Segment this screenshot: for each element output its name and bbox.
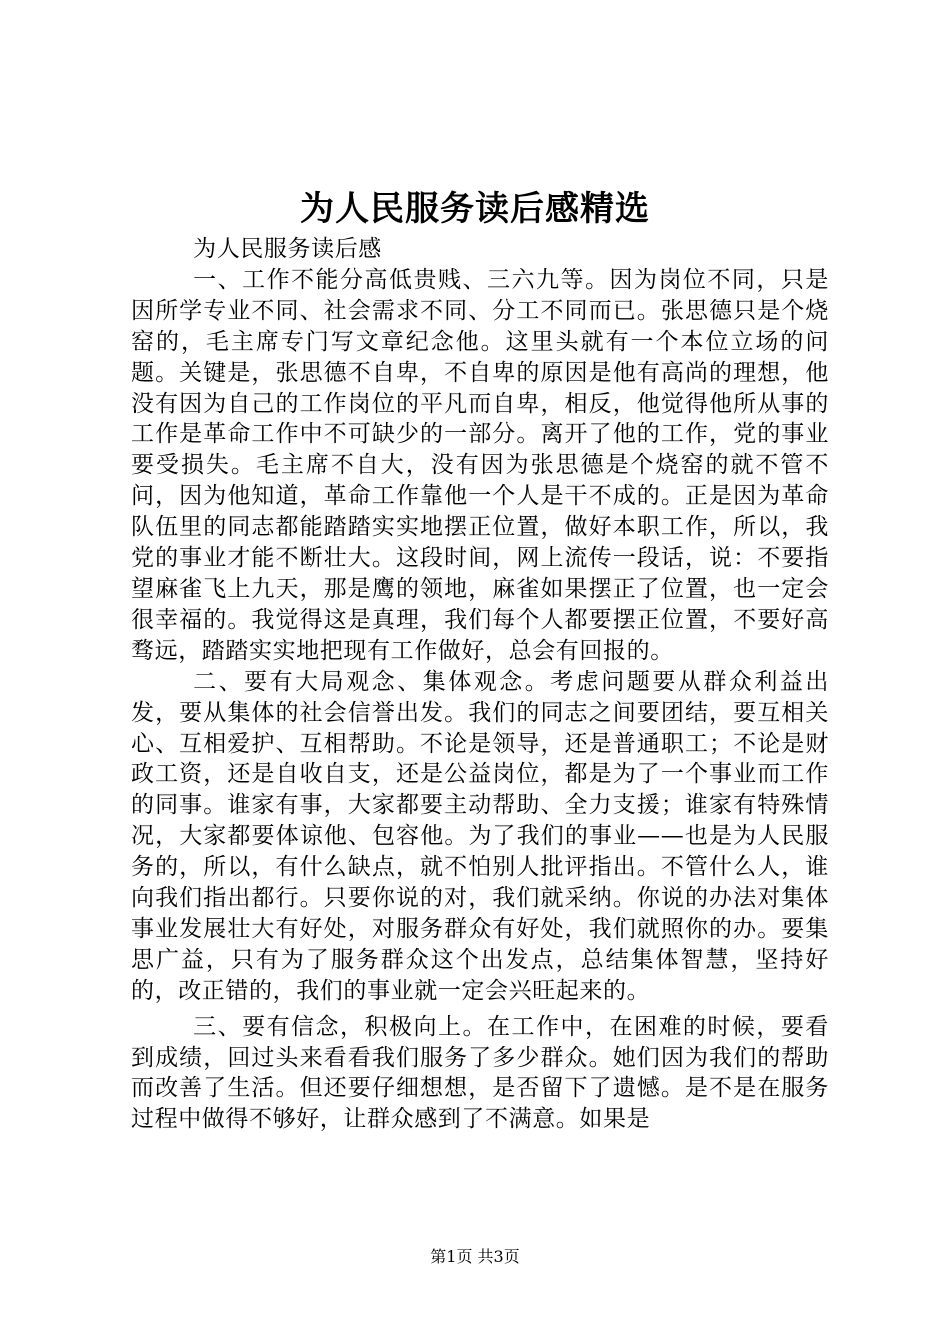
paragraph-1: 一、工作不能分高低贵贱、三六九等。因为岗位不同，只是因所学专业不同、社会需求不同、分工不同而已。张思德只是个烧窑的，毛主席专门写文章纪念他。这里头就有一个本位立场的问题。关键是，张思德不自卑，不自卑的原因是他有高尚的理想，他没有因为自己的工作岗位的平凡而自卑，相反，他觉得他所从事的工作是革命工作中不可缺少的一部分。离开了他的工作，党的事业要受损失。毛主席不自大，没有因为张思德是个烧窑的就不管不问，因为他知道，革命工作靠他一个人是干不成的。正是因为革命队伍里的同志都能踏踏实实地摆正位置，做好本职工作，所以，我党的事业才能不断壮大。这段时间，网上流传一段话，说：不要指望麻雀飞上九天，那是鹰的领地，麻雀如果摆正了位置，也一定会很幸福的。我觉得这是真理，我们每个人都要摆正位置，不要好高骛远，踏踏实实地把现有工作做好，总会有回报的。 xyxy=(131,266,829,664)
document-title: 为人民服务读后感精选 xyxy=(300,189,650,229)
document-subtitle: 为人民服务读后感 xyxy=(193,236,382,262)
paragraph-3: 三、要有信念，积极向上。在工作中，在困难的时候，要看到成绩，回过头来看看我们服务了多少群众。她们因为我们的帮助而改善了生活。但还要仔细想想，是否留下了遗憾。是不是在服务过程中做得不够好，让群众感到了不满意。如果是 xyxy=(131,1013,829,1133)
page-indicator: 第1页 共3页 xyxy=(430,1247,520,1266)
document-body xyxy=(131,234,829,1135)
paragraph-2: 二、要有大局观念、集体观念。考虑问题要从群众利益出发，要从集体的社会信誉出发。我们的同志之间要团结，要互相关心、互相爱护、互相帮助。不论是领导，还是普通职工；不论是财政工资，还是自收自支，还是公益岗位，都是为了一个事业而工作的同事。谁家有事，大家都要主动帮助、全力支援；谁家有特殊情况，大家都要体谅他、包容他。为了我们的事业——也是为人民服务的，所以，有什么缺点，就不怕别人批评指出。不管什么人，谁向我们指出都行。只要你说的对，我们就采纳。你说的办法对集体事业发展壮大有好处，对服务群众有好处，我们就照你的办。要集思广益，只有为了服务群众这个出发点，总结集体智慧，坚持好的，改正错的，我们的事业就一定会兴旺起来的。 xyxy=(131,668,829,1004)
